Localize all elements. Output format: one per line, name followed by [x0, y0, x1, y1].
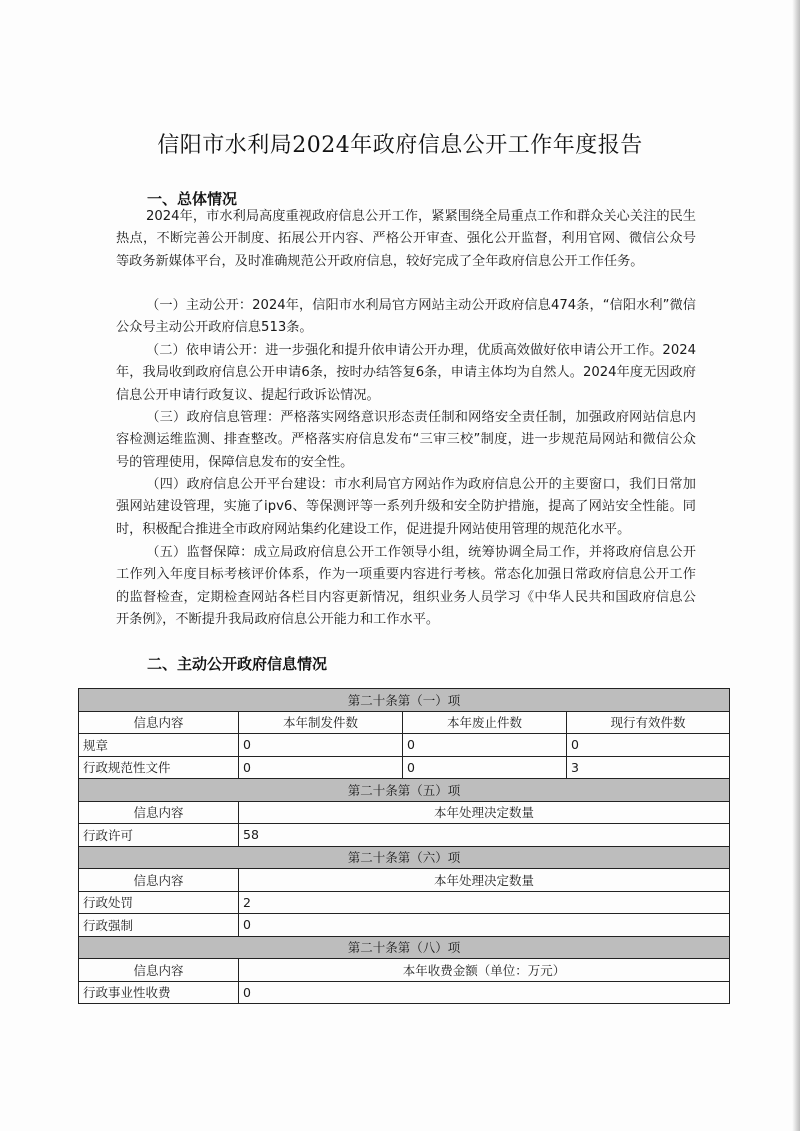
table-cell: 0 — [239, 981, 730, 1004]
table-cell: 0 — [403, 756, 567, 779]
section-heading-active-disclosure: 二、主动公开政府信息情况 — [147, 655, 328, 673]
column-header: 信息内容 — [79, 711, 239, 734]
table-section-row — [79, 689, 730, 712]
paragraph-supervision: （五）监督保障：成立局政府信息公开工作领导小组，统筹协调全局工作，并将政府信息公开工作列入年度目标考核评价体系，作为一项重要内容进行考核。常态化加强日常政府信息公开工作的监督检查，定期检查网站各栏目内容更新情况，组织业务人员学习《中华人民共和国政府信息公开条例》，不断提升我局政府信息公开能力和工作水平。 — [116, 545, 696, 628]
page-edge-shadow — [792, 0, 800, 1131]
table-section-row — [79, 779, 730, 802]
table-header-row — [79, 801, 730, 824]
table-row — [79, 824, 730, 847]
paragraph-platform-building: （四）政府信息公开平台建设：市水利局官方网站作为政府信息公开的主要窗口，我们日常加强网站建设管理，实施了ipv6、等保测评等一系列升级和安全防护措施，提高了网站安全性能。同时，积极配合推进全市政府网站集约化建设工作，促进提升网站使用管理的规范化水平。 — [116, 477, 696, 537]
column-header: 本年收费金额（单位：万元） — [239, 959, 730, 982]
table-cell: 0 — [567, 734, 730, 757]
table-row — [79, 734, 730, 757]
column-header: 本年处理决定数量 — [239, 801, 730, 824]
table-row — [79, 756, 730, 779]
column-header: 信息内容 — [79, 959, 239, 982]
table-section-label: 第二十条第（六）项 — [79, 846, 730, 869]
table-cell: 行政规范性文件 — [79, 756, 239, 779]
column-header: 本年处理决定数量 — [239, 869, 730, 892]
table-cell: 58 — [239, 824, 730, 847]
table-section-label: 第二十条第（一）项 — [79, 689, 730, 712]
table-cell: 2 — [239, 891, 730, 914]
paragraph-info-management: （三）政府信息管理：严格落实网络意识形态责任制和网络安全责任制，加强政府网站信息内容检测运维监测、排查整改。严格落实府信息发布“三审三校”制度，进一步规范局网站和微信公众号的管理使用，保障信息发布的安全性。 — [116, 410, 696, 470]
table-cell: 行政许可 — [79, 824, 239, 847]
table-cell: 0 — [403, 734, 567, 757]
table-cell: 0 — [239, 914, 730, 937]
table-header-row — [79, 869, 730, 892]
section-heading-overview: 一、总体情况 — [147, 190, 238, 208]
column-header: 现行有效件数 — [567, 711, 730, 734]
table-cell: 行政强制 — [79, 914, 239, 937]
table-section-label: 第二十条第（八）项 — [79, 936, 730, 959]
disclosure-table — [78, 688, 730, 1004]
column-header: 信息内容 — [79, 801, 239, 824]
table-cell: 3 — [567, 756, 730, 779]
paragraph-overview: 2024年，市水利局高度重视政府信息公开工作，紧紧围绕全局重点工作和群众关心关注的民生热点，不断完善公开制度、拓展公开内容、严格公开审查、强化公开监督，利用官网、微信公众号等政务新媒体平台，及时准确规范公开政府信息，较好完成了全年政府信息公开工作任务。 — [116, 209, 696, 269]
report-title: 信阳市水利局2024年政府信息公开工作年度报告 — [157, 133, 643, 158]
table-header-row — [79, 959, 730, 982]
table-section-row — [79, 846, 730, 869]
table-cell: 行政处罚 — [79, 891, 239, 914]
table-section-label: 第二十条第（五）项 — [79, 779, 730, 802]
table-cell: 0 — [239, 734, 403, 757]
paragraph-request-disclosure: （二）依申请公开：进一步强化和提升依申请公开办理，优质高效做好依申请公开工作。2024年，我局收到政府信息公开申请6条，按时办结答复6条，申请主体均为自然人。2024年度无因政府信息公开申请行政复议、提起行政诉讼情况。 — [116, 343, 696, 403]
column-header: 本年制发件数 — [239, 711, 403, 734]
paragraph-active-disclosure: （一）主动公开：2024年，信阳市水利局官方网站主动公开政府信息474条，“信阳水利”微信公众号主动公开政府信息513条。 — [116, 298, 696, 336]
table-row — [79, 914, 730, 937]
table-header-row — [79, 711, 730, 734]
table-cell: 规章 — [79, 734, 239, 757]
column-header: 本年废止件数 — [403, 711, 567, 734]
table-row — [79, 981, 730, 1004]
table-cell: 0 — [239, 756, 403, 779]
table-row — [79, 891, 730, 914]
table-section-row — [79, 936, 730, 959]
column-header: 信息内容 — [79, 869, 239, 892]
table-cell: 行政事业性收费 — [79, 981, 239, 1004]
